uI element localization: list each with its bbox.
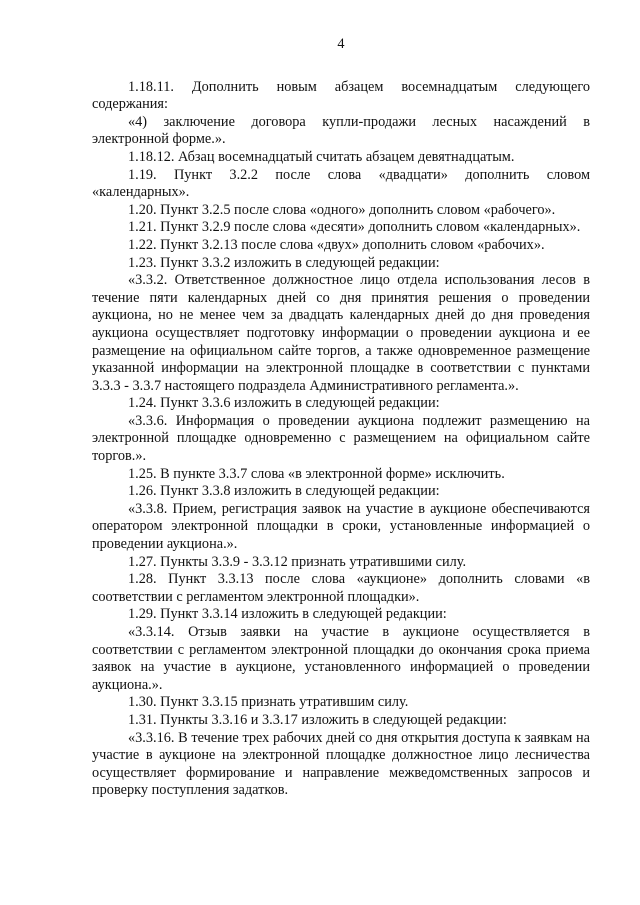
paragraph: 1.27. Пункты 3.3.9 - 3.3.12 признать утратившими силу. [128,553,467,570]
paragraph: 1.18.12. Абзац восемнадцатый считать абзацем девятнадцатым. [128,148,515,165]
paragraph: 1.29. Пункт 3.3.14 изложить в следующей редакции: [128,606,447,623]
paragraph: «3.3.8. Прием, регистрация заявок на участие в аукционе обеспечиваются оператором электронной площадки в сроки, установленные информацией о проведении аукциона.». [92,500,590,553]
paragraph: 1.31. Пункты 3.3.16 и 3.3.17 изложить в следующей редакции: [128,711,507,728]
paragraph: 1.25. В пункте 3.3.7 слова «в электронной форме» исключить. [128,465,505,482]
paragraph: 1.30. Пункт 3.3.15 признать утратившим силу. [128,694,409,711]
page-number: 4 [337,36,345,52]
paragraph: 1.21. Пункт 3.2.9 после слова «десяти» дополнить словом «календарных». [128,219,581,236]
paragraph: 1.23. Пункт 3.3.2 изложить в следующей редакции: [128,254,440,271]
paragraph: 1.19. Пункт 3.2.2 после слова «двадцати» дополнить словом «календарных». [92,166,590,201]
paragraph: 1.18.11. Дополнить новым абзацем восемнадцатым следующего содержания: [92,78,590,113]
paragraph: «3.3.16. В течение трех рабочих дней со дня открытия доступа к заявкам на участие в аукционе на электронной площадке должностное лицо лесничества осуществляет формирование и направление межведомственных запросов и проверку поступления задатков. [92,729,590,799]
paragraph: 1.20. Пункт 3.2.5 после слова «одного» дополнить словом «рабочего». [128,201,556,218]
paragraph: «3.3.6. Информация о проведении аукциона подлежит размещению на электронной площадке одновременно с размещением на официальном сайте торгов.». [92,412,590,465]
paragraph: «3.3.14. Отзыв заявки на участие в аукционе осуществляется в соответствии с регламентом электронной площадки до окончания срока приема заявок на участие в аукционе, установленного информацией о проведении аукциона.». [92,624,590,693]
paragraph: 1.22. Пункт 3.2.13 после слова «двух» дополнить словом «рабочих». [128,236,545,253]
paragraph: 1.28. Пункт 3.3.13 после слова «аукционе» дополнить словами «в соответствии с регламентом электронной площадки». [92,571,590,605]
paragraph: 1.26. Пункт 3.3.8 изложить в следующей редакции: [128,483,440,500]
paragraph: «4) заключение договора купли-продажи лесных насаждений в электронной форме.». [92,113,590,148]
paragraph: 1.24. Пункт 3.3.6 изложить в следующей редакции: [128,395,440,412]
paragraph: «3.3.2. Ответственное должностное лицо отдела использования лесов в течение пяти календарных дней со дня принятия решения о проведении аукциона, но не менее чем за двадцать календарных дней до дня проведения аукциона осуществляет подготовку информации о проведении аукциона и ее размещение на официальном сайте торгов, а также одновременное размещение указанной информации на электронной площадке в соответствии с пунктами 3.3.3 - 3.3.7 настоящего подраздела Административного регламента.». [92,272,590,394]
